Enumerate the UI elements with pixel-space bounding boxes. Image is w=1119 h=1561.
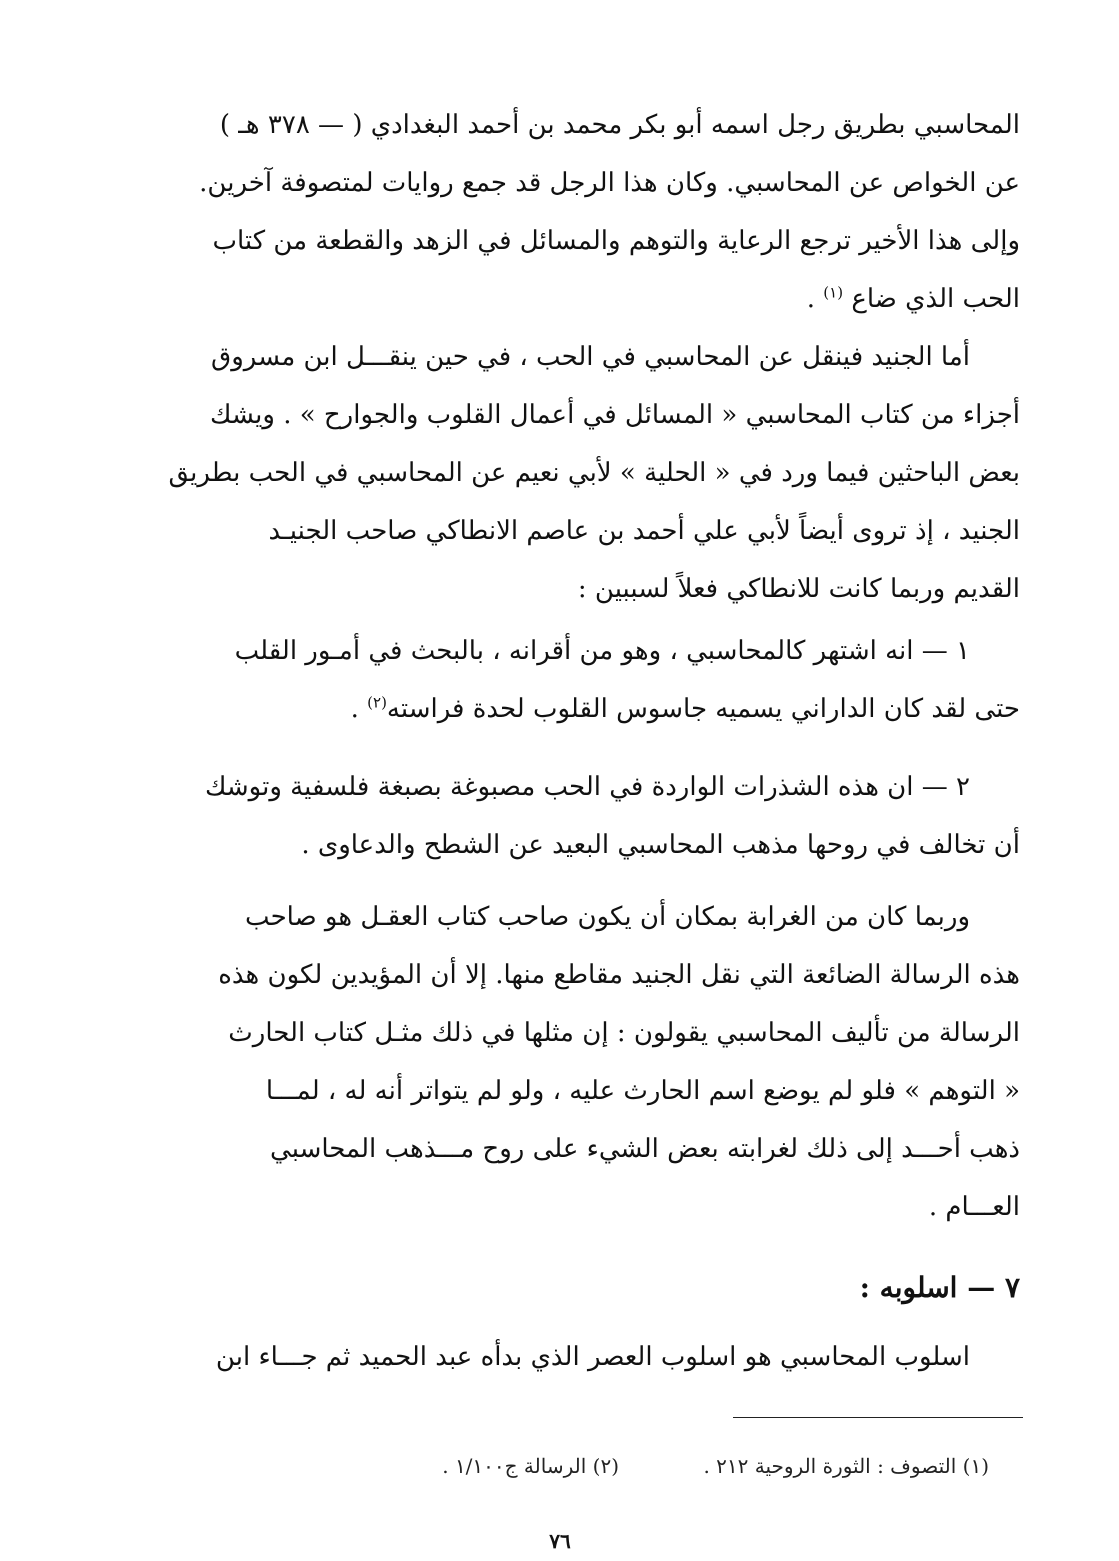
footnote-ref-1: (١): [823, 283, 844, 302]
paragraph-1: [100, 96, 1020, 328]
text-line: ٢ — ان هذه الشذرات الواردة في الحب مصبوغة بصبغة فلسفية وتوشك: [204, 772, 970, 802]
text-line: « التوهم » فلو لم يوضع اسم الحارث عليه ، ولو لم يتواتر أنه له ، لمـــا: [265, 1076, 1020, 1106]
text-line: بعض الباحثين فيما ورد في « الحلية » لأبي نعيم عن المحاسبي في الحب بطريق: [168, 458, 1020, 488]
footnote-divider: [733, 1417, 1023, 1418]
text-line: هذه الرسالة الضائعة التي نقل الجنيد مقاطع منها. إلا أن المؤيدين لكون هذه: [218, 960, 1020, 990]
text-line: عن الخواص عن المحاسبي. وكان هذا الرجل قد جمع روايات لمتصوفة آخرين.: [199, 168, 1020, 198]
text-line: أجزاء من كتاب المحاسبي « المسائل في أعمال القلوب والجوارح » . ويشك: [210, 400, 1020, 430]
text-line: المحاسبي بطريق رجل اسمه أبو بكر محمد بن أحمد البغدادي ( — ٣٧٨ هـ ): [219, 110, 1020, 140]
text-line-end: .: [350, 694, 368, 724]
text-line: الرسالة من تأليف المحاسبي يقولون : إن مثلها في ذلك مثـل كتاب الحارث: [228, 1018, 1020, 1048]
text-line: ١ — انه اشتهر كالمحاسبي ، وهو من أقرانه ، بالبحث في أمـور القلب: [234, 636, 970, 666]
paragraph-3: [100, 622, 1020, 738]
section-heading: ٧ — اسلوبه :: [859, 1271, 1020, 1304]
paragraph-4: [100, 758, 1020, 874]
footnote-2: (٢) الرسالة ج١/١٠٠ .: [442, 1454, 619, 1478]
footnote-ref-2: (٢): [367, 693, 387, 712]
text-line: اسلوب المحاسبي هو اسلوب العصر الذي بدأه عبد الحميد ثم جـــاء ابن: [215, 1342, 970, 1372]
text-line: وإلى هذا الأخير ترجع الرعاية والتوهم والمسائل في الزهد والقطعة من كتاب: [212, 226, 1020, 256]
text-line: أن تخالف في روحها مذهب المحاسبي البعيد عن الشطح والدعاوى .: [301, 830, 1020, 860]
paragraph-2: [100, 328, 1020, 618]
footnote-1: (١) التصوف : الثورة الروحية ٢١٢ .: [703, 1454, 989, 1478]
paragraph-6: [100, 1328, 1020, 1386]
text-line-content: حتى لقد كان الداراني يسميه جاسوس القلوب لحدة فراسته: [386, 694, 1020, 724]
text-line: [100, 680, 1020, 738]
text-line: أما الجنيد فينقل عن المحاسبي في الحب ، في حين ينقـــل ابن مسروق: [211, 342, 970, 372]
text-line: القديم وربما كانت للانطاكي فعلاً لسببين :: [577, 574, 1020, 604]
text-line: ذهب أحـــد إلى ذلك لغرابته بعض الشيء على روح مـــذهب المحاسبي: [270, 1134, 1020, 1164]
text-line-end: .: [806, 284, 824, 314]
text-line: العـــام .: [928, 1192, 1020, 1222]
text-line: وربما كان من الغرابة بمكان أن يكون صاحب كتاب العقـل هو صاحب: [245, 902, 970, 932]
text-line-content: الحب الذي ضاع: [851, 284, 1020, 314]
page-number: ٧٦: [549, 1529, 571, 1553]
text-line: الجنيد ، إذ تروى أيضاً لأبي علي أحمد بن عاصم الانطاكي صاحب الجنيـد: [268, 516, 1020, 546]
footnotes: [229, 1448, 989, 1484]
paragraph-5: [100, 888, 1020, 1236]
text-line: [100, 270, 1020, 328]
